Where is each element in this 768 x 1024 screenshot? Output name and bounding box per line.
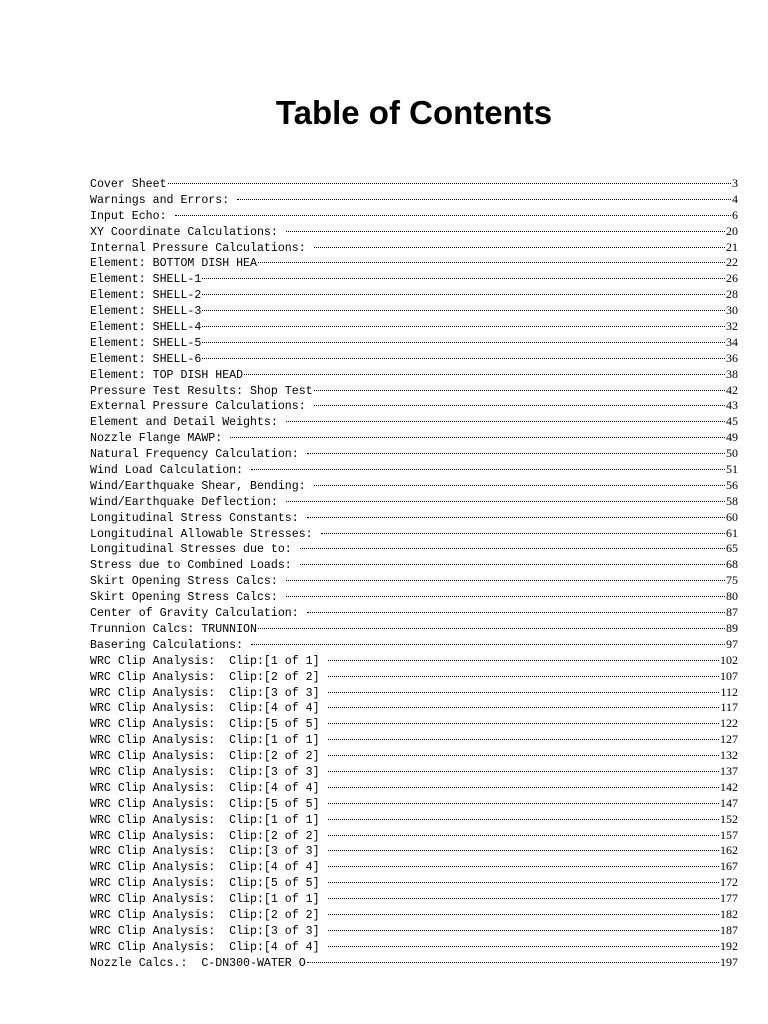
toc-entry[interactable] — [90, 462, 738, 478]
toc-entry-page-number: 89 — [726, 620, 738, 635]
dot-leader — [314, 247, 725, 248]
toc-entry-page-number: 167 — [720, 859, 738, 874]
toc-entry-label: Element: BOTTOM DISH HEA — [90, 257, 257, 271]
toc-entry-page-number: 58 — [726, 493, 738, 508]
dot-leader — [307, 453, 725, 454]
dot-leader — [328, 819, 719, 820]
toc-entry-label: Cover Sheet — [90, 178, 167, 191]
toc-entry-label: WRC Clip Analysis: Clip:[3 of 3] — [90, 765, 327, 779]
dot-leader — [300, 548, 725, 549]
dot-leader — [328, 914, 719, 915]
dot-leader — [328, 676, 719, 677]
page-title: Table of Contents — [275, 94, 553, 131]
toc-entry-label: WRC Clip Analysis: Clip:[3 of 3] — [90, 924, 327, 938]
toc-entry-page-number: 172 — [720, 875, 738, 890]
toc-entry-page-number: 68 — [726, 557, 738, 572]
toc-entry[interactable] — [90, 907, 738, 923]
toc-entry-label: WRC Clip Analysis: Clip:[1 of 1] — [90, 813, 327, 827]
toc-entry-page-number: 60 — [726, 509, 738, 524]
toc-entry[interactable] — [90, 875, 738, 891]
dot-leader — [328, 723, 719, 724]
dot-leader — [286, 501, 725, 502]
dot-leader — [202, 326, 725, 327]
toc-entry-label: Element: SHELL-4 — [90, 321, 202, 335]
toc-entry-page-number: 28 — [726, 287, 738, 302]
dot-leader — [328, 866, 719, 867]
toc-entry[interactable] — [90, 923, 738, 939]
toc-entry-label: Center of Gravity Calculation: — [90, 607, 306, 621]
toc-entry-label: WRC Clip Analysis: Clip:[4 of 4] — [90, 940, 327, 954]
toc-entry-label: Element: SHELL-2 — [90, 289, 202, 303]
dot-leader — [251, 644, 725, 645]
toc-entry[interactable] — [90, 764, 738, 780]
toc-entry[interactable] — [90, 796, 738, 812]
toc-entry-label: Input Echo: — [90, 209, 174, 223]
toc-entry-label: WRC Clip Analysis: Clip:[1 of 1] — [90, 893, 327, 907]
toc-entry-page-number: 42 — [726, 382, 738, 397]
dot-leader — [307, 612, 725, 613]
toc-entry-page-number: 36 — [726, 350, 738, 365]
toc-entry-page-number: 162 — [720, 843, 738, 858]
toc-entry-label: Element: SHELL-6 — [90, 352, 202, 366]
table-of-contents — [90, 176, 738, 971]
toc-entry-label: Wind/Earthquake Shear, Bending: — [90, 479, 313, 493]
toc-entry-page-number: 177 — [720, 891, 738, 906]
toc-entry[interactable] — [90, 478, 738, 494]
toc-entry-page-number: 22 — [726, 255, 738, 270]
toc-entry[interactable] — [90, 446, 738, 462]
toc-entry[interactable] — [90, 891, 738, 907]
toc-entry-label: WRC Clip Analysis: Clip:[5 of 5] — [90, 797, 327, 811]
toc-entry-label: Internal Pressure Calculations: — [90, 241, 313, 255]
toc-entry-label: Longitudinal Stresses due to: — [90, 543, 299, 557]
toc-entry[interactable] — [90, 557, 738, 573]
dot-leader — [286, 580, 725, 581]
toc-entry-page-number: 26 — [726, 271, 738, 286]
dot-leader — [202, 358, 725, 359]
dot-leader — [237, 199, 731, 200]
toc-entry-label: WRC Clip Analysis: Clip:[3 of 3] — [90, 845, 327, 859]
toc-entry-label: WRC Clip Analysis: Clip:[3 of 3] — [90, 686, 327, 700]
toc-entry[interactable] — [90, 240, 738, 256]
toc-entry[interactable] — [90, 414, 738, 430]
toc-entry-page-number: 142 — [720, 779, 738, 794]
toc-entry-label: WRC Clip Analysis: Clip:[5 of 5] — [90, 718, 327, 732]
toc-entry-page-number: 30 — [726, 303, 738, 318]
toc-entry-label: XY Coordinate Calculations: — [90, 225, 285, 239]
toc-entry[interactable] — [90, 494, 738, 510]
toc-entry-page-number: 152 — [720, 811, 738, 826]
toc-entry[interactable] — [90, 287, 738, 303]
toc-entry[interactable] — [90, 208, 738, 224]
dot-leader — [328, 850, 719, 851]
toc-entry[interactable] — [90, 716, 738, 732]
toc-entry[interactable] — [90, 812, 738, 828]
toc-entry-page-number: 182 — [720, 906, 738, 921]
toc-entry[interactable] — [90, 176, 738, 192]
toc-entry-page-number: 117 — [720, 700, 738, 715]
dot-leader — [328, 946, 719, 947]
dot-leader — [314, 405, 725, 406]
toc-entry-page-number: 6 — [732, 207, 738, 222]
toc-entry-label: Element: SHELL-1 — [90, 273, 202, 287]
toc-entry-page-number: 4 — [732, 191, 738, 206]
dot-leader — [314, 390, 725, 391]
toc-entry-page-number: 51 — [726, 462, 738, 477]
toc-entry[interactable] — [90, 303, 738, 319]
toc-entry-page-number: 38 — [726, 366, 738, 381]
toc-entry-page-number: 43 — [726, 398, 738, 413]
toc-entry-label: Longitudinal Allowable Stresses: — [90, 527, 320, 541]
toc-entry[interactable] — [90, 573, 738, 589]
toc-entry-label: Longitudinal Stress Constants: — [90, 511, 306, 525]
toc-entry[interactable] — [90, 510, 738, 526]
toc-entry-page-number: 32 — [726, 319, 738, 334]
toc-entry[interactable] — [90, 541, 738, 557]
toc-entry-label: Wind/Earthquake Deflection: — [90, 495, 285, 509]
toc-entry-label: WRC Clip Analysis: Clip:[1 of 1] — [90, 734, 327, 748]
toc-entry[interactable] — [90, 367, 738, 383]
toc-entry-page-number: 34 — [726, 334, 738, 349]
toc-entry[interactable] — [90, 621, 738, 637]
toc-entry-label: Trunnion Calcs: TRUNNION — [90, 622, 257, 636]
toc-entry-label: External Pressure Calculations: — [90, 400, 313, 414]
toc-entry[interactable] — [90, 748, 738, 764]
toc-entry-page-number: 56 — [726, 477, 738, 492]
toc-entry-label: WRC Clip Analysis: Clip:[2 of 2] — [90, 829, 327, 843]
toc-entry-label: Skirt Opening Stress Calcs: — [90, 591, 285, 605]
dot-leader — [328, 930, 719, 931]
dot-leader — [307, 517, 725, 518]
toc-entry-page-number: 112 — [720, 684, 738, 699]
toc-entry-page-number: 157 — [720, 827, 738, 842]
toc-entry[interactable] — [90, 589, 738, 605]
toc-entry-page-number: 80 — [726, 589, 738, 604]
toc-entry-label: WRC Clip Analysis: Clip:[2 of 2] — [90, 908, 327, 922]
toc-entry[interactable] — [90, 351, 738, 367]
toc-entry[interactable] — [90, 255, 738, 271]
toc-entry-label: Element: TOP DISH HEAD — [90, 368, 244, 382]
toc-entry-label: Pressure Test Results: Shop Test — [90, 384, 313, 398]
toc-entry-page-number: 50 — [726, 446, 738, 461]
dot-leader — [328, 755, 719, 756]
toc-entry-page-number: 122 — [720, 716, 738, 731]
toc-entry[interactable] — [90, 828, 738, 844]
toc-entry-page-number: 20 — [726, 223, 738, 238]
dot-leader — [202, 342, 725, 343]
toc-entry[interactable] — [90, 637, 738, 653]
dot-leader — [202, 310, 725, 311]
dot-leader — [300, 564, 725, 565]
toc-entry[interactable] — [90, 685, 738, 701]
toc-entry[interactable] — [90, 335, 738, 351]
toc-entry-page-number: 21 — [726, 239, 738, 254]
toc-entry-page-number: 187 — [720, 922, 738, 937]
toc-entry[interactable] — [90, 526, 738, 542]
dot-leader — [286, 231, 725, 232]
toc-entry-label: WRC Clip Analysis: Clip:[4 of 4] — [90, 861, 327, 875]
dot-leader — [321, 533, 725, 534]
toc-entry-label: WRC Clip Analysis: Clip:[4 of 4] — [90, 781, 327, 795]
dot-leader — [244, 374, 725, 375]
toc-entry-page-number: 49 — [726, 430, 738, 445]
toc-entry[interactable] — [90, 398, 738, 414]
toc-entry[interactable] — [90, 700, 738, 716]
dot-leader — [328, 882, 719, 883]
toc-entry-page-number: 65 — [726, 541, 738, 556]
toc-entry-label: Element: SHELL-3 — [90, 305, 202, 319]
dot-leader — [328, 692, 720, 693]
toc-entry-label: Basering Calculations: — [90, 638, 251, 652]
toc-entry[interactable] — [90, 939, 738, 955]
toc-entry[interactable] — [90, 383, 738, 399]
dot-leader — [286, 596, 725, 597]
toc-entry[interactable] — [90, 732, 738, 748]
toc-entry-label: WRC Clip Analysis: Clip:[1 of 1] — [90, 654, 327, 668]
dot-leader — [328, 803, 719, 804]
toc-entry-page-number: 75 — [726, 573, 738, 588]
toc-entry-label: Warnings and Errors: — [90, 193, 237, 207]
toc-entry-page-number: 107 — [720, 668, 738, 683]
dot-leader — [168, 183, 731, 184]
toc-entry-label: WRC Clip Analysis: Clip:[4 of 4] — [90, 702, 327, 716]
toc-entry-label: Nozzle Calcs.: C-DN300-WATER O — [90, 956, 306, 970]
toc-entry-page-number: 45 — [726, 414, 738, 429]
dot-leader — [175, 215, 732, 216]
dot-leader — [328, 898, 719, 899]
toc-entry[interactable] — [90, 271, 738, 287]
toc-entry-page-number: 147 — [720, 795, 738, 810]
toc-entry[interactable] — [90, 669, 738, 685]
toc-entry[interactable] — [90, 430, 738, 446]
toc-entry[interactable] — [90, 605, 738, 621]
toc-entry[interactable] — [90, 319, 738, 335]
dot-leader — [328, 660, 719, 661]
toc-entry-page-number: 61 — [726, 525, 738, 540]
toc-entry-page-number: 132 — [720, 748, 738, 763]
toc-entry-page-number: 3 — [732, 176, 738, 190]
toc-entry[interactable] — [90, 843, 738, 859]
toc-entry[interactable] — [90, 653, 738, 669]
dot-leader — [251, 469, 725, 470]
toc-entry-label: Nozzle Flange MAWP: — [90, 432, 230, 446]
toc-entry-label: Element and Detail Weights: — [90, 416, 285, 430]
toc-entry-page-number: 192 — [720, 938, 738, 953]
toc-entry-label: Stress due to Combined Loads: — [90, 559, 299, 573]
dot-leader — [202, 278, 725, 279]
dot-leader — [230, 437, 725, 438]
toc-entry-page-number: 197 — [720, 954, 738, 969]
dot-leader — [314, 485, 725, 486]
toc-entry-label: Natural Frequency Calculation: — [90, 448, 306, 462]
dot-leader — [258, 628, 725, 629]
toc-entry[interactable] — [90, 859, 738, 875]
toc-entry-label: Skirt Opening Stress Calcs: — [90, 575, 285, 589]
dot-leader — [258, 262, 725, 263]
dot-leader — [307, 962, 719, 963]
toc-entry-label: Wind Load Calculation: — [90, 464, 251, 478]
toc-entry[interactable] — [90, 780, 738, 796]
toc-entry-label: WRC Clip Analysis: Clip:[2 of 2] — [90, 750, 327, 764]
toc-entry[interactable] — [90, 224, 738, 240]
dot-leader — [328, 771, 719, 772]
dot-leader — [328, 739, 719, 740]
toc-entry-page-number: 102 — [720, 652, 738, 667]
toc-entry[interactable] — [90, 192, 738, 208]
dot-leader — [328, 835, 719, 836]
toc-entry[interactable] — [90, 955, 738, 971]
toc-entry-page-number: 87 — [726, 605, 738, 620]
dot-leader — [328, 707, 720, 708]
toc-entry-label: Element: SHELL-5 — [90, 336, 202, 350]
toc-entry-label: WRC Clip Analysis: Clip:[2 of 2] — [90, 670, 327, 684]
toc-entry-label: WRC Clip Analysis: Clip:[5 of 5] — [90, 877, 327, 891]
toc-entry-page-number: 97 — [726, 636, 738, 651]
toc-entry-page-number: 127 — [720, 732, 738, 747]
dot-leader — [202, 294, 725, 295]
dot-leader — [286, 421, 725, 422]
toc-entry-page-number: 137 — [720, 763, 738, 778]
dot-leader — [328, 787, 719, 788]
